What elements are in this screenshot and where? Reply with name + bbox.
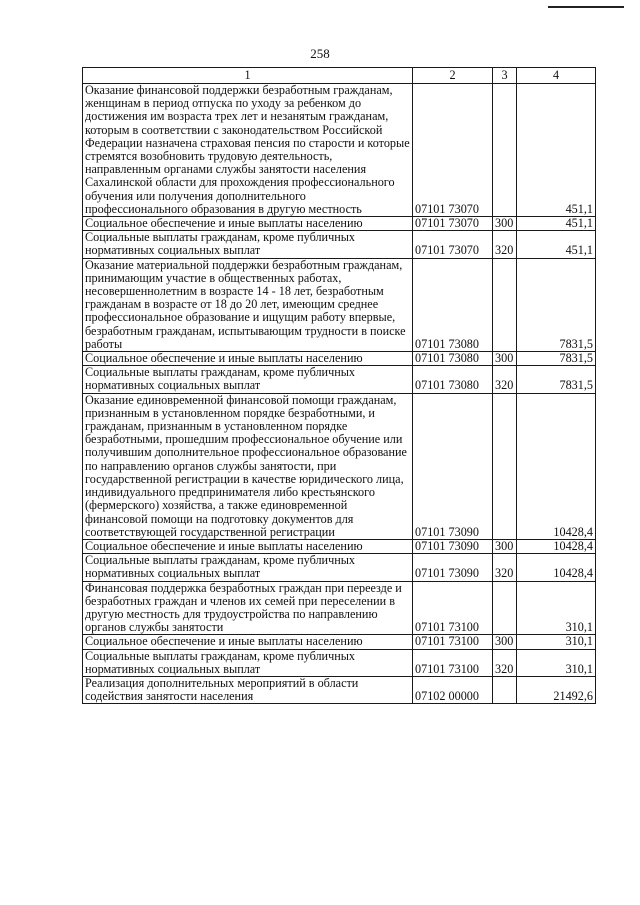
column-header-code: 2 — [413, 68, 493, 84]
row-code: 07101 73100 — [413, 649, 493, 676]
row-code: 07101 73070 — [413, 231, 493, 258]
row-amount: 451,1 — [517, 84, 596, 217]
row-type: 320 — [493, 649, 517, 676]
row-name: Социальные выплаты гражданам, кроме публичных нормативных социальных выплат — [83, 366, 413, 393]
top-rule — [548, 6, 624, 8]
row-amount: 451,1 — [517, 231, 596, 258]
row-code: 07101 73100 — [413, 635, 493, 649]
table-row — [83, 84, 596, 217]
row-code: 07101 73070 — [413, 84, 493, 217]
row-type — [493, 676, 517, 703]
table-row — [83, 258, 596, 351]
row-name: Оказание единовременной финансовой помощи гражданам, признанным в установленном порядке безработными, и гражданам, признанным в установленном порядке безработными, прошедшим профессиональное обучение или получившим дополнительное профессиональное образование по направлению органов службы занятости, при государственной регистрации в качестве юридического лица, индивидуального предпринимателя либо крестьянского (фермерского) хозяйства, а также единовременной финансовой помощи на подготовку документов для соответствующей государственной регистрации — [83, 393, 413, 539]
table-row — [83, 352, 596, 366]
row-code: 07101 73090 — [413, 539, 493, 553]
row-name: Социальное обеспечение и иные выплаты населению — [83, 217, 413, 231]
row-amount: 310,1 — [517, 581, 596, 635]
table-row — [83, 217, 596, 231]
row-code: 07101 73100 — [413, 581, 493, 635]
row-type: 300 — [493, 635, 517, 649]
row-type: 320 — [493, 366, 517, 393]
table-row — [83, 554, 596, 581]
row-name: Социальное обеспечение и иные выплаты населению — [83, 352, 413, 366]
row-code: 07101 73080 — [413, 366, 493, 393]
table-header-row — [83, 68, 596, 84]
table-row — [83, 649, 596, 676]
row-code: 07101 73090 — [413, 393, 493, 539]
row-type: 320 — [493, 231, 517, 258]
row-type — [493, 581, 517, 635]
row-name: Реализация дополнительных мероприятий в области содействия занятости населения — [83, 676, 413, 703]
row-type: 300 — [493, 217, 517, 231]
row-type: 300 — [493, 539, 517, 553]
row-type — [493, 84, 517, 217]
table-row — [83, 393, 596, 539]
row-code: 07102 00000 — [413, 676, 493, 703]
row-name: Социальное обеспечение и иные выплаты населению — [83, 539, 413, 553]
column-header-amount: 4 — [517, 68, 596, 84]
row-name: Социальные выплаты гражданам, кроме публичных нормативных социальных выплат — [83, 649, 413, 676]
row-amount: 10428,4 — [517, 393, 596, 539]
row-amount: 10428,4 — [517, 554, 596, 581]
row-amount: 7831,5 — [517, 352, 596, 366]
row-code: 07101 73090 — [413, 554, 493, 581]
row-type: 300 — [493, 352, 517, 366]
row-name: Оказание финансовой поддержки безработным гражданам, женщинам в период отпуска по уходу за ребенком до достижения им возраста трех лет и незанятым гражданам, которым в соответствии с законодательством Российской Федерации назначена страховая пенсия по старости и которые стремятся возобновить трудовую деятельность, направленным органами службы занятости населения Сахалинской области для прохождения профессионального обучения или получения дополнительного профессионального образования в другую местность — [83, 84, 413, 217]
row-amount: 310,1 — [517, 635, 596, 649]
row-name: Финансовая поддержка безработных граждан при переезде и безработных граждан и членов их семей при переселении в другую местность для трудоустройства по направлению органов службы занятости — [83, 581, 413, 635]
row-amount: 21492,6 — [517, 676, 596, 703]
row-name: Социальные выплаты гражданам, кроме публичных нормативных социальных выплат — [83, 554, 413, 581]
budget-table — [82, 67, 596, 704]
row-type — [493, 393, 517, 539]
row-code: 07101 73080 — [413, 258, 493, 351]
row-amount: 310,1 — [517, 649, 596, 676]
table-row — [83, 581, 596, 635]
table-row — [83, 539, 596, 553]
table-row — [83, 635, 596, 649]
column-header-type: 3 — [493, 68, 517, 84]
row-type — [493, 258, 517, 351]
table-row — [83, 231, 596, 258]
row-code: 07101 73080 — [413, 352, 493, 366]
table-row — [83, 366, 596, 393]
row-type: 320 — [493, 554, 517, 581]
row-code: 07101 73070 — [413, 217, 493, 231]
row-amount: 451,1 — [517, 217, 596, 231]
column-header-name: 1 — [83, 68, 413, 84]
page-number: 258 — [310, 46, 330, 61]
row-amount: 7831,5 — [517, 366, 596, 393]
row-name: Социальные выплаты гражданам, кроме публичных нормативных социальных выплат — [83, 231, 413, 258]
row-name: Оказание материальной поддержки безработным гражданам, принимающим участие в общественных работах, несовершеннолетним в возрасте 14 - 18 лет, безработным гражданам в возрасте от 18 до 20 лет, имеющим среднее профессиональное образование и ищущим работу впервые, безработным гражданам, испытывающим трудности в поиске работы — [83, 258, 413, 351]
table-row — [83, 676, 596, 703]
row-name: Социальное обеспечение и иные выплаты населению — [83, 635, 413, 649]
row-amount: 10428,4 — [517, 539, 596, 553]
row-amount: 7831,5 — [517, 258, 596, 351]
